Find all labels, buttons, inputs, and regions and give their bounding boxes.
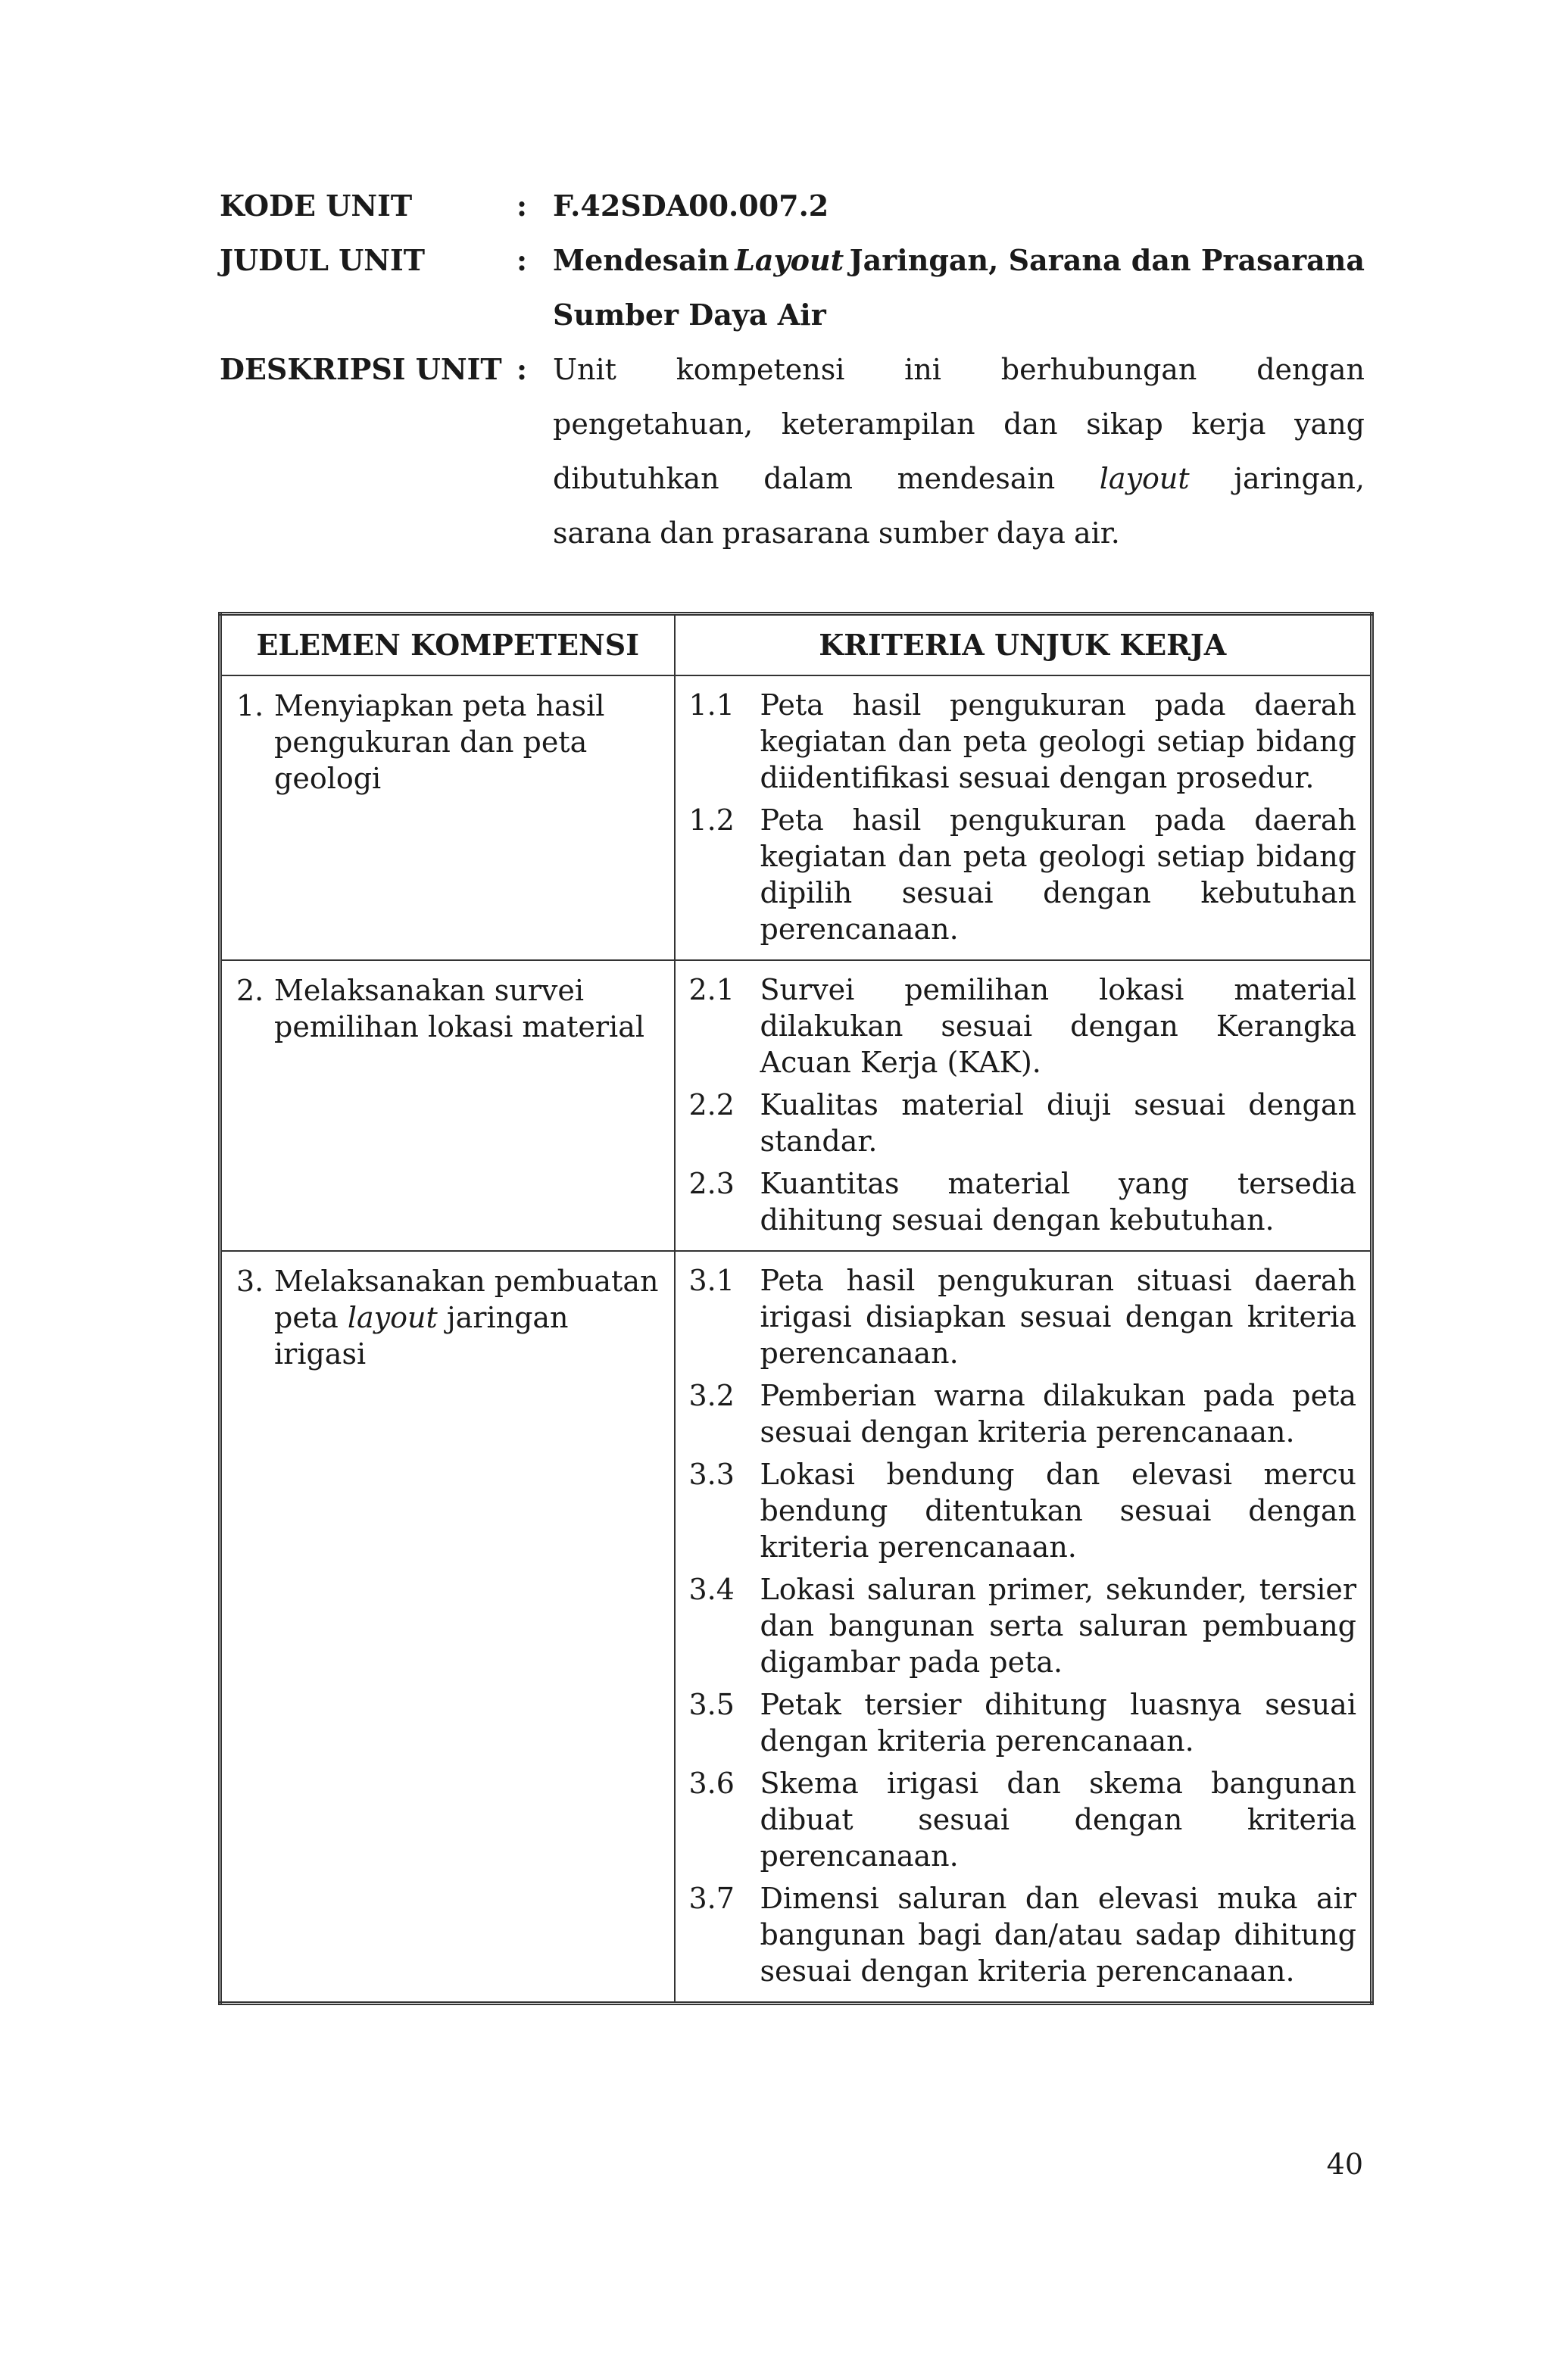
criteria-cell — [675, 960, 1372, 1251]
deskripsi-word: dalam — [763, 462, 854, 495]
criterion-number: 1.2 — [688, 803, 735, 837]
deskripsi-word: mendesain — [897, 462, 1056, 495]
element-text: Melaksanakan survei pemilihan lokasi material — [274, 974, 645, 1043]
judul-rest: Jaringan, Sarana dan Prasarana — [849, 243, 1365, 277]
deskripsi-line — [553, 451, 1365, 506]
deskripsi-word: Unit — [553, 353, 616, 386]
table-row — [220, 960, 1372, 1251]
colon: : — [516, 352, 528, 386]
colon: : — [516, 189, 528, 223]
element-number: 2. — [236, 974, 264, 1007]
criterion — [689, 1377, 1357, 1450]
element-cell — [220, 960, 675, 1251]
criteria-cell — [675, 1251, 1372, 2004]
criterion-number: 2.3 — [688, 1167, 735, 1200]
criterion — [689, 802, 1357, 947]
deskripsi-unit-label: DESKRIPSI UNIT — [220, 352, 502, 386]
deskripsi-word: prasarana — [722, 516, 870, 550]
competency-table — [218, 612, 1374, 2005]
unit-header — [220, 179, 1365, 560]
deskripsi-word: yang — [1294, 407, 1365, 441]
deskripsi-word: dibutuhkan — [553, 462, 719, 495]
deskripsi-word: kompetensi — [676, 353, 845, 386]
deskripsi-word: daya — [996, 516, 1066, 550]
table-row — [220, 675, 1372, 960]
deskripsi-line — [553, 506, 1365, 560]
criterion — [689, 1686, 1357, 1759]
element-text-part: Melaksanakan pembuatan peta — [274, 1265, 659, 1334]
kode-unit-row — [220, 179, 1365, 233]
criterion — [689, 1165, 1357, 1238]
criterion-number: 3.1 — [688, 1264, 735, 1297]
element-text-part: jaringan irigasi — [274, 1301, 569, 1371]
criterion — [689, 1880, 1357, 1989]
judul-line-1 — [553, 233, 1365, 288]
criterion — [689, 1456, 1357, 1565]
judul-line-2: Sumber Daya Air — [553, 298, 826, 332]
kode-unit-label: KODE UNIT — [220, 189, 413, 223]
criterion — [689, 1571, 1357, 1680]
criterion-text: Peta hasil pengukuran pada daerah kegiatan dan peta geologi setiap bidang dipilih sesuai dengan kebutuhan perencanaan. — [760, 803, 1356, 946]
criterion — [689, 1765, 1357, 1874]
deskripsi-word: kerja — [1191, 407, 1266, 441]
elemen-kompetensi-header: ELEMEN KOMPETENSI — [220, 614, 675, 676]
criterion-text: Pemberian warna dilakukan pada peta sesuai dengan kriteria perencanaan. — [760, 1379, 1356, 1449]
deskripsi-word: layout — [1099, 462, 1190, 495]
deskripsi-word: dengan — [1256, 353, 1365, 386]
judul-unit-value — [553, 233, 1365, 342]
element-cell — [220, 675, 675, 960]
table-header-row — [220, 614, 1372, 676]
judul-italic-word: Layout — [735, 243, 844, 277]
deskripsi-word: jaringan, — [1234, 462, 1365, 495]
criterion-number: 2.1 — [688, 973, 735, 1006]
element-cell — [220, 1251, 675, 2004]
criterion-number: 2.2 — [688, 1088, 735, 1121]
element-number: 1. — [236, 689, 264, 722]
page-number: 40 — [1326, 2148, 1363, 2181]
judul-word: Mendesain — [553, 243, 729, 277]
element-text: Menyiapkan peta hasil pengukuran dan peta geologi — [274, 689, 605, 795]
deskripsi-word: sarana — [553, 516, 652, 550]
criterion-text: Survei pemilihan lokasi material dilakukan sesuai dengan Kerangka Acuan Kerja (KAK). — [760, 973, 1356, 1079]
deskripsi-unit-value — [553, 342, 1365, 560]
criterion-number: 3.6 — [688, 1767, 735, 1800]
deskripsi-word: sikap — [1086, 407, 1163, 441]
criterion-text: Lokasi saluran primer, sekunder, tersier dan bangunan serta saluran pembuang digambar pada peta. — [760, 1573, 1356, 1679]
deskripsi-word: ini — [904, 353, 941, 386]
criterion-text: Kualitas material diuji sesuai dengan standar. — [760, 1088, 1356, 1158]
criterion — [689, 1262, 1357, 1371]
criterion-text: Kuantitas material yang tersedia dihitung sesuai dengan kebutuhan. — [760, 1167, 1356, 1237]
kriteria-unjuk-kerja-header: KRITERIA UNJUK KERJA — [675, 614, 1372, 676]
judul-unit-row — [220, 233, 1365, 342]
kode-unit-value: F.42SDA00.007.2 — [553, 189, 829, 223]
criterion — [689, 972, 1357, 1081]
criterion-number: 3.4 — [688, 1573, 735, 1606]
criterion-text: Peta hasil pengukuran pada daerah kegiatan dan peta geologi setiap bidang diidentifikasi sesuai dengan prosedur. — [760, 688, 1356, 794]
element-text — [274, 1263, 663, 1372]
criterion-number: 1.1 — [688, 688, 735, 722]
criteria-cell — [675, 675, 1372, 960]
criterion-number: 3.5 — [688, 1688, 735, 1721]
criterion-text: Petak tersier dihitung luasnya sesuai dengan kriteria perencanaan. — [760, 1688, 1356, 1758]
table-row — [220, 1251, 1372, 2004]
criterion-number: 3.2 — [688, 1379, 735, 1412]
deskripsi-word: pengetahuan, — [553, 407, 754, 441]
criterion-text: Dimensi saluran dan elevasi muka air bangunan bagi dan/atau sadap dihitung sesuai dengan kriteria perencanaan. — [760, 1882, 1356, 1988]
criterion-text: Peta hasil pengukuran situasi daerah irigasi disiapkan sesuai dengan kriteria perencanaan. — [760, 1264, 1356, 1370]
deskripsi-word: keterampilan — [781, 407, 975, 441]
deskripsi-word: dan — [1003, 407, 1058, 441]
judul-unit-label: JUDUL UNIT — [220, 243, 426, 277]
deskripsi-unit-row — [220, 342, 1365, 560]
colon: : — [516, 243, 528, 277]
deskripsi-word: berhubungan — [1000, 353, 1197, 386]
element-text-italic: layout — [347, 1301, 438, 1334]
criterion-number: 3.7 — [688, 1882, 735, 1915]
deskripsi-line — [553, 342, 1365, 397]
deskripsi-word: air. — [1073, 516, 1120, 550]
deskripsi-line — [553, 397, 1365, 451]
criterion-text: Skema irigasi dan skema bangunan dibuat sesuai dengan kriteria perencanaan. — [760, 1767, 1356, 1873]
element-number: 3. — [236, 1265, 264, 1298]
criterion — [689, 687, 1357, 796]
criterion-number: 3.3 — [688, 1458, 735, 1491]
deskripsi-word: dan — [660, 516, 714, 550]
deskripsi-word: sumber — [878, 516, 988, 550]
criterion-text: Lokasi bendung dan elevasi mercu bendung ditentukan sesuai dengan kriteria perencanaan. — [760, 1458, 1356, 1564]
criterion — [689, 1087, 1357, 1159]
